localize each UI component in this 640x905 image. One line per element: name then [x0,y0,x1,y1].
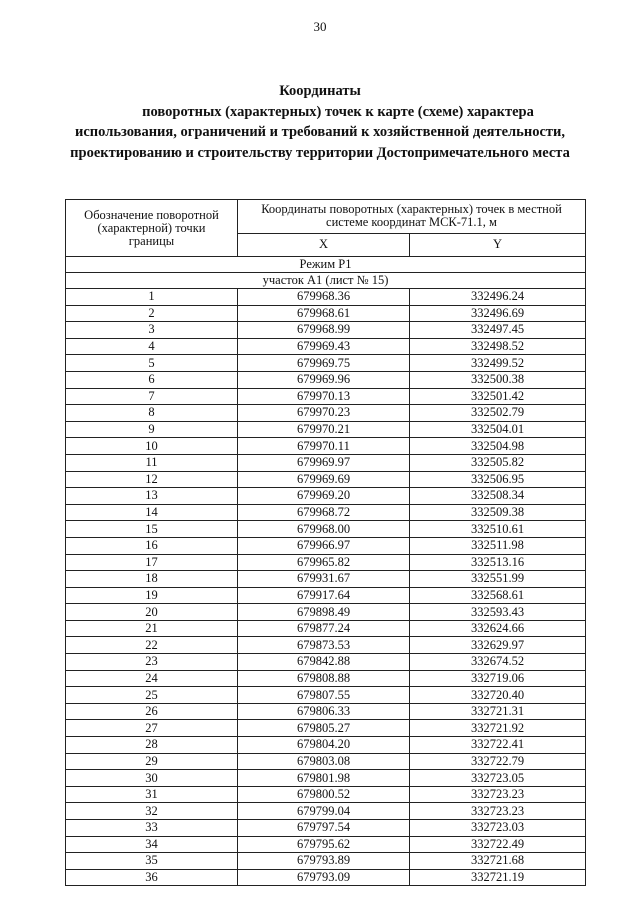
point-number-cell: 15 [66,521,238,538]
point-number-cell: 18 [66,571,238,588]
table-row [66,504,586,521]
table-row [66,869,586,886]
y-coordinate-cell: 332499.52 [410,355,586,372]
point-number-cell: 34 [66,836,238,853]
x-coordinate-cell: 679968.00 [238,521,410,538]
x-coordinate-cell: 679969.75 [238,355,410,372]
x-coordinate-cell: 679968.61 [238,305,410,322]
y-coordinate-cell: 332551.99 [410,571,586,588]
x-coordinate-cell: 679969.69 [238,471,410,488]
table-row [66,454,586,471]
x-coordinate-cell: 679969.97 [238,454,410,471]
point-number-cell: 16 [66,537,238,554]
table-row [66,521,586,538]
point-number-cell: 29 [66,753,238,770]
table-row [66,388,586,405]
x-coordinate-cell: 679917.64 [238,587,410,604]
point-number-cell: 20 [66,604,238,621]
x-coordinate-cell: 679965.82 [238,554,410,571]
table-header-row [66,200,586,234]
y-coordinate-cell: 332629.97 [410,637,586,654]
y-coordinate-cell: 332511.98 [410,537,586,554]
x-coordinate-cell: 679793.09 [238,869,410,886]
y-coordinate-cell: 332722.79 [410,753,586,770]
table-row [66,322,586,339]
point-number-cell: 10 [66,438,238,455]
table-row [66,620,586,637]
x-coordinate-cell: 679970.13 [238,388,410,405]
y-coordinate-cell: 332721.31 [410,703,586,720]
header-x: X [238,233,410,256]
point-number-cell: 27 [66,720,238,737]
point-number-cell: 33 [66,820,238,837]
y-coordinate-cell: 332674.52 [410,654,586,671]
y-coordinate-cell: 332593.43 [410,604,586,621]
point-number-cell: 1 [66,289,238,306]
y-coordinate-cell: 332506.95 [410,471,586,488]
point-number-cell: 9 [66,421,238,438]
title-line-1: Координаты [279,83,361,99]
y-coordinate-cell: 332496.24 [410,289,586,306]
y-coordinate-cell: 332505.82 [410,454,586,471]
point-number-cell: 35 [66,853,238,870]
table-row [66,571,586,588]
table-row [66,753,586,770]
section-label: участок А1 (лист № 15) [66,273,586,289]
table-row [66,289,586,306]
x-coordinate-cell: 679969.43 [238,338,410,355]
table-row [66,803,586,820]
table-row [66,338,586,355]
header-y: Y [410,233,586,256]
point-number-cell: 36 [66,869,238,886]
title-line-4: проектированию и строительству территории Достопримечательного места [70,145,570,161]
x-coordinate-cell: 679805.27 [238,720,410,737]
table-row [66,554,586,571]
y-coordinate-cell: 332721.68 [410,853,586,870]
table-row [66,853,586,870]
table-row [66,670,586,687]
x-coordinate-cell: 679968.72 [238,504,410,521]
table-row [66,687,586,704]
y-coordinate-cell: 332722.41 [410,737,586,754]
x-coordinate-cell: 679806.33 [238,703,410,720]
table-row [66,488,586,505]
y-coordinate-cell: 332510.61 [410,521,586,538]
y-coordinate-cell: 332504.01 [410,421,586,438]
point-number-cell: 3 [66,322,238,339]
y-coordinate-cell: 332509.38 [410,504,586,521]
x-coordinate-cell: 679799.04 [238,803,410,820]
x-coordinate-cell: 679804.20 [238,737,410,754]
x-coordinate-cell: 679970.23 [238,405,410,422]
regime-row [66,257,586,273]
table-row [66,355,586,372]
x-coordinate-cell: 679898.49 [238,604,410,621]
y-coordinate-cell: 332719.06 [410,670,586,687]
point-number-cell: 12 [66,471,238,488]
point-number-cell: 23 [66,654,238,671]
table-row [66,703,586,720]
point-number-cell: 8 [66,405,238,422]
point-number-cell: 11 [66,454,238,471]
x-coordinate-cell: 679877.24 [238,620,410,637]
x-coordinate-cell: 679797.54 [238,820,410,837]
y-coordinate-cell: 332497.45 [410,322,586,339]
point-number-cell: 7 [66,388,238,405]
point-number-cell: 30 [66,770,238,787]
x-coordinate-cell: 679966.97 [238,537,410,554]
x-coordinate-cell: 679808.88 [238,670,410,687]
table-row [66,471,586,488]
x-coordinate-cell: 679970.21 [238,421,410,438]
y-coordinate-cell: 332496.69 [410,305,586,322]
x-coordinate-cell: 679801.98 [238,770,410,787]
x-coordinate-cell: 679969.96 [238,371,410,388]
x-coordinate-cell: 679873.53 [238,637,410,654]
x-coordinate-cell: 679795.62 [238,836,410,853]
point-number-cell: 21 [66,620,238,637]
point-number-cell: 19 [66,587,238,604]
table-row [66,587,586,604]
y-coordinate-cell: 332723.03 [410,820,586,837]
y-coordinate-cell: 332513.16 [410,554,586,571]
table-row [66,836,586,853]
point-number-cell: 17 [66,554,238,571]
x-coordinate-cell: 679969.20 [238,488,410,505]
table-row [66,438,586,455]
table-row [66,604,586,621]
table-row [66,820,586,837]
x-coordinate-cell: 679968.36 [238,289,410,306]
y-coordinate-cell: 332568.61 [410,587,586,604]
point-number-cell: 6 [66,371,238,388]
y-coordinate-cell: 332720.40 [410,687,586,704]
table-row [66,637,586,654]
y-coordinate-cell: 332722.49 [410,836,586,853]
table-row [66,786,586,803]
regime-label: Режим Р1 [66,257,586,273]
y-coordinate-cell: 332723.23 [410,803,586,820]
header-point-designation: Обозначение поворотной (характерной) точки границы [66,200,238,257]
point-number-cell: 26 [66,703,238,720]
y-coordinate-cell: 332501.42 [410,388,586,405]
table-row [66,770,586,787]
x-coordinate-cell: 679803.08 [238,753,410,770]
point-number-cell: 28 [66,737,238,754]
y-coordinate-cell: 332723.05 [410,770,586,787]
y-coordinate-cell: 332624.66 [410,620,586,637]
table-row [66,654,586,671]
header-coordinates: Координаты поворотных (характерных) точек в местной системе координат МСК-71.1, м [238,200,586,234]
table-row [66,305,586,322]
x-coordinate-cell: 679793.89 [238,853,410,870]
coordinates-table [65,199,586,886]
point-number-cell: 4 [66,338,238,355]
title-line-2: поворотных (характерных) точек к карте (схеме) характера [142,104,534,120]
y-coordinate-cell: 332721.92 [410,720,586,737]
x-coordinate-cell: 679970.11 [238,438,410,455]
table-row [66,421,586,438]
y-coordinate-cell: 332498.52 [410,338,586,355]
y-coordinate-cell: 332723.23 [410,786,586,803]
point-number-cell: 25 [66,687,238,704]
point-number-cell: 2 [66,305,238,322]
y-coordinate-cell: 332504.98 [410,438,586,455]
table-row [66,737,586,754]
table-row [66,720,586,737]
section-row [66,273,586,289]
point-number-cell: 31 [66,786,238,803]
x-coordinate-cell: 679842.88 [238,654,410,671]
table-row [66,371,586,388]
x-coordinate-cell: 679807.55 [238,687,410,704]
x-coordinate-cell: 679800.52 [238,786,410,803]
point-number-cell: 24 [66,670,238,687]
point-number-cell: 32 [66,803,238,820]
x-coordinate-cell: 679931.67 [238,571,410,588]
y-coordinate-cell: 332721.19 [410,869,586,886]
title-line-3: использования, ограничений и требований к хозяйственной деятельности, [74,124,565,140]
point-number-cell: 14 [66,504,238,521]
point-number-cell: 22 [66,637,238,654]
table-row [66,537,586,554]
point-number-cell: 5 [66,355,238,372]
point-number-cell: 13 [66,488,238,505]
x-coordinate-cell: 679968.99 [238,322,410,339]
y-coordinate-cell: 332508.34 [410,488,586,505]
page-number: 30 [313,19,327,34]
y-coordinate-cell: 332502.79 [410,405,586,422]
y-coordinate-cell: 332500.38 [410,371,586,388]
table-row [66,405,586,422]
